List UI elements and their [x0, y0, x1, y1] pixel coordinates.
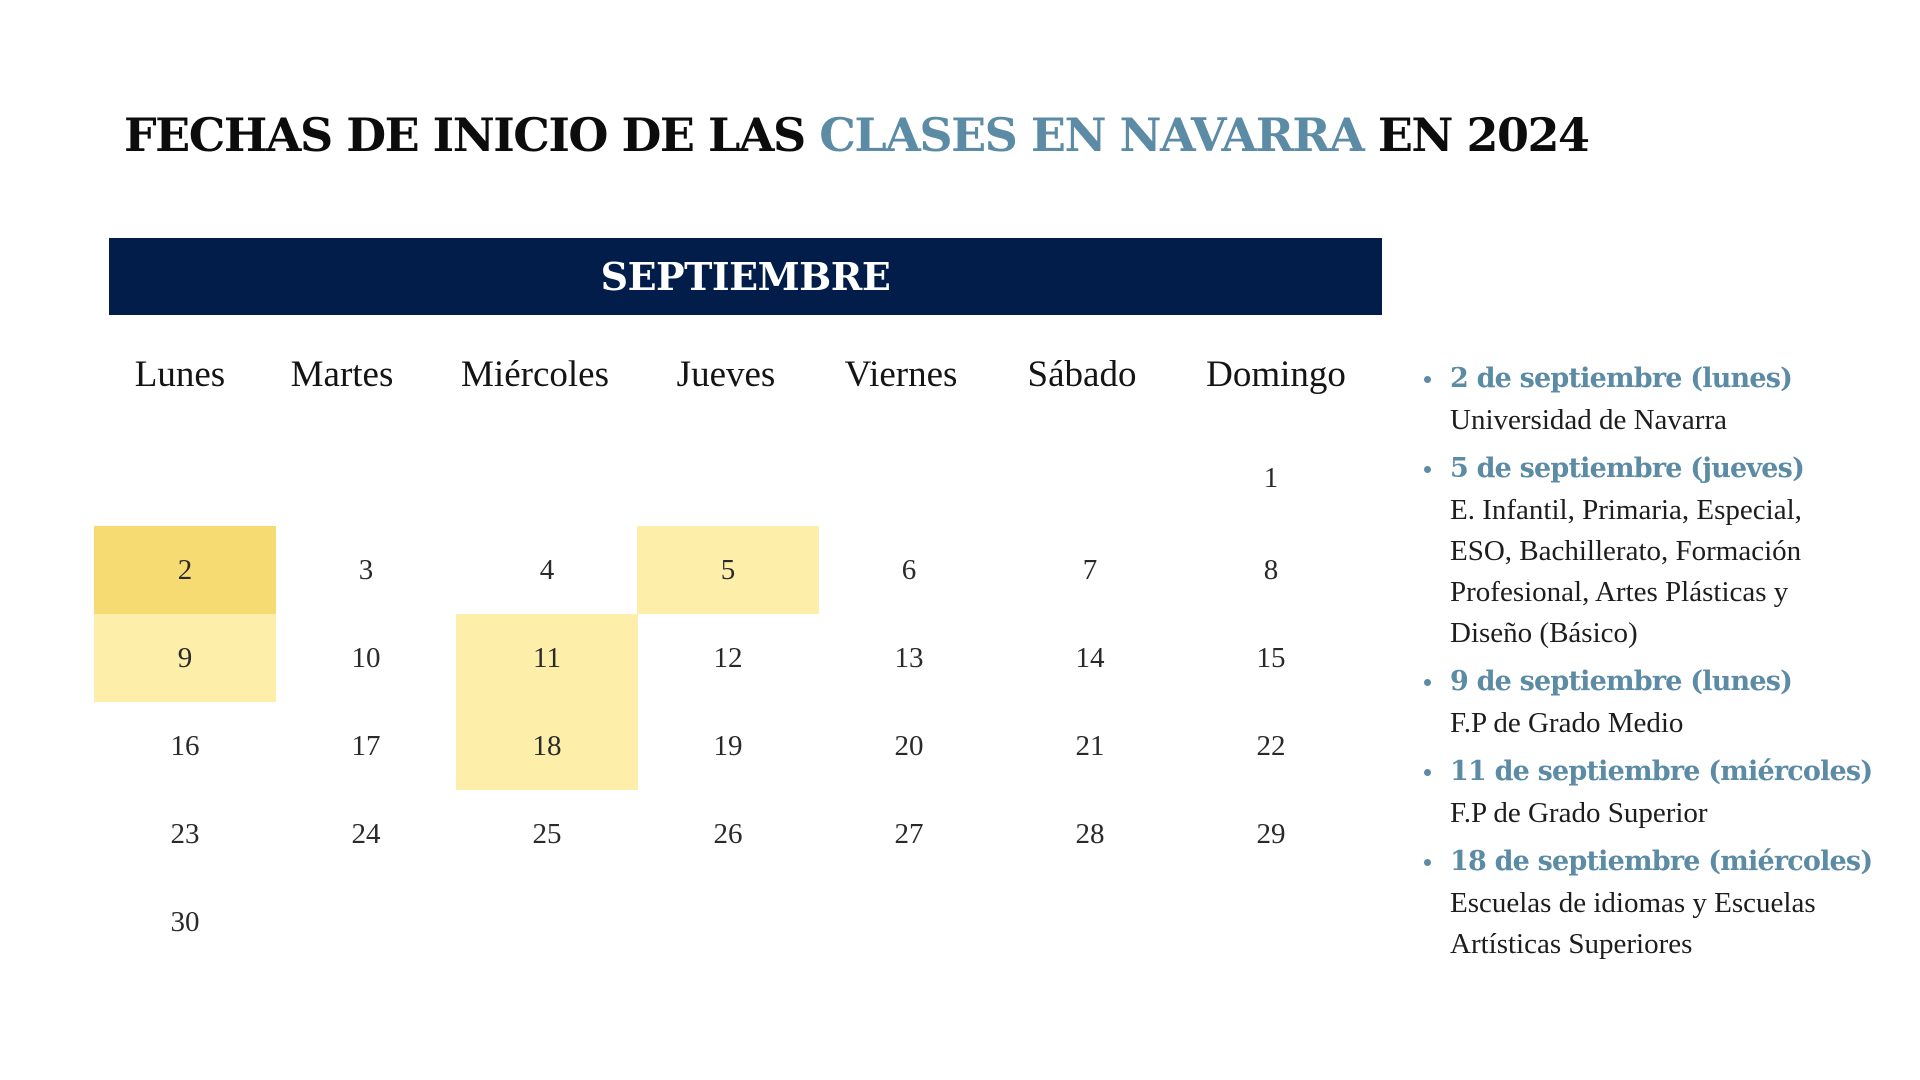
legend-date: 5 de septiembre (jueves)	[1450, 453, 1805, 484]
calendar-day-10: 10	[351, 641, 381, 674]
legend-description: E. Infantil, Primaria, Especial, ESO, Bachillerato, Formación Profesional, Artes Plásticas y Diseño (Básico)	[1450, 494, 1802, 649]
month-banner	[109, 238, 1382, 315]
calendar-day-8: 8	[1263, 553, 1279, 586]
calendar-day-14: 14	[1075, 641, 1105, 674]
calendar-day-23: 23	[170, 817, 200, 850]
calendar-day-24: 24	[351, 817, 381, 850]
calendar-day-7: 7	[1082, 553, 1098, 586]
calendar-day-3: 3	[358, 553, 374, 586]
calendar-day-12: 12	[713, 641, 743, 674]
legend-date: 18 de septiembre (miércoles)	[1450, 846, 1873, 877]
calendar-day-1: 1	[1263, 461, 1279, 494]
weekday-1: Lunes	[134, 354, 226, 395]
weekday-5: Viernes	[844, 354, 958, 395]
legend-description: F.P de Grado Medio	[1450, 707, 1684, 739]
title-part-2: EN 2024	[1363, 108, 1589, 162]
legend-item	[1420, 661, 1910, 744]
month-name: SEPTIEMBRE	[600, 254, 891, 299]
calendar-day-5: 5	[637, 526, 819, 614]
page-title	[124, 100, 1589, 170]
calendar-day-20: 20	[894, 729, 924, 762]
bullet-icon	[1424, 859, 1431, 866]
legend-item	[1420, 448, 1910, 654]
calendar-day-18: 18	[456, 702, 638, 790]
calendar-day-16: 16	[170, 729, 200, 762]
calendar-day-29: 29	[1256, 817, 1286, 850]
legend-date: 9 de septiembre (lunes)	[1450, 666, 1793, 697]
weekday-3: Miércoles	[461, 354, 609, 395]
legend-date: 11 de septiembre (miércoles)	[1450, 756, 1873, 787]
calendar-day-27: 27	[894, 817, 924, 850]
legend-description: F.P de Grado Superior	[1450, 797, 1708, 829]
weekday-4: Jueves	[676, 354, 776, 395]
calendar-day-11: 11	[456, 614, 638, 702]
calendar-day-15: 15	[1256, 641, 1286, 674]
calendar-day-28: 28	[1075, 817, 1105, 850]
bullet-icon	[1424, 679, 1431, 686]
bullet-icon	[1424, 466, 1431, 473]
weekday-2: Martes	[290, 354, 394, 395]
legend-item	[1420, 751, 1910, 834]
legend-date: 2 de septiembre (lunes)	[1450, 363, 1793, 394]
calendar-day-25: 25	[532, 817, 562, 850]
calendar-day-13: 13	[894, 641, 924, 674]
calendar-day-26: 26	[713, 817, 743, 850]
calendar-day-2: 2	[94, 526, 276, 614]
title-part-1: FECHAS DE INICIO DE LAS	[124, 108, 820, 162]
calendar-day-6: 6	[901, 553, 917, 586]
start-dates-legend	[1420, 358, 1910, 972]
title-accent: CLASES EN NAVARRA	[819, 108, 1364, 162]
weekday-6: Sábado	[1027, 354, 1137, 395]
calendar-day-9: 9	[94, 614, 276, 702]
legend-item	[1420, 841, 1910, 965]
legend-description: Universidad de Navarra	[1450, 404, 1727, 436]
legend-description: Escuelas de idiomas y Escuelas Artísticas Superiores	[1450, 887, 1816, 960]
bullet-icon	[1424, 376, 1431, 383]
calendar-day-21: 21	[1075, 729, 1105, 762]
weekday-7: Domingo	[1206, 354, 1346, 395]
calendar-day-30: 30	[170, 905, 200, 938]
legend-item	[1420, 358, 1910, 441]
calendar-day-19: 19	[713, 729, 743, 762]
calendar-day-17: 17	[351, 729, 381, 762]
calendar-day-4: 4	[539, 553, 555, 586]
calendar-day-22: 22	[1256, 729, 1286, 762]
bullet-icon	[1424, 769, 1431, 776]
